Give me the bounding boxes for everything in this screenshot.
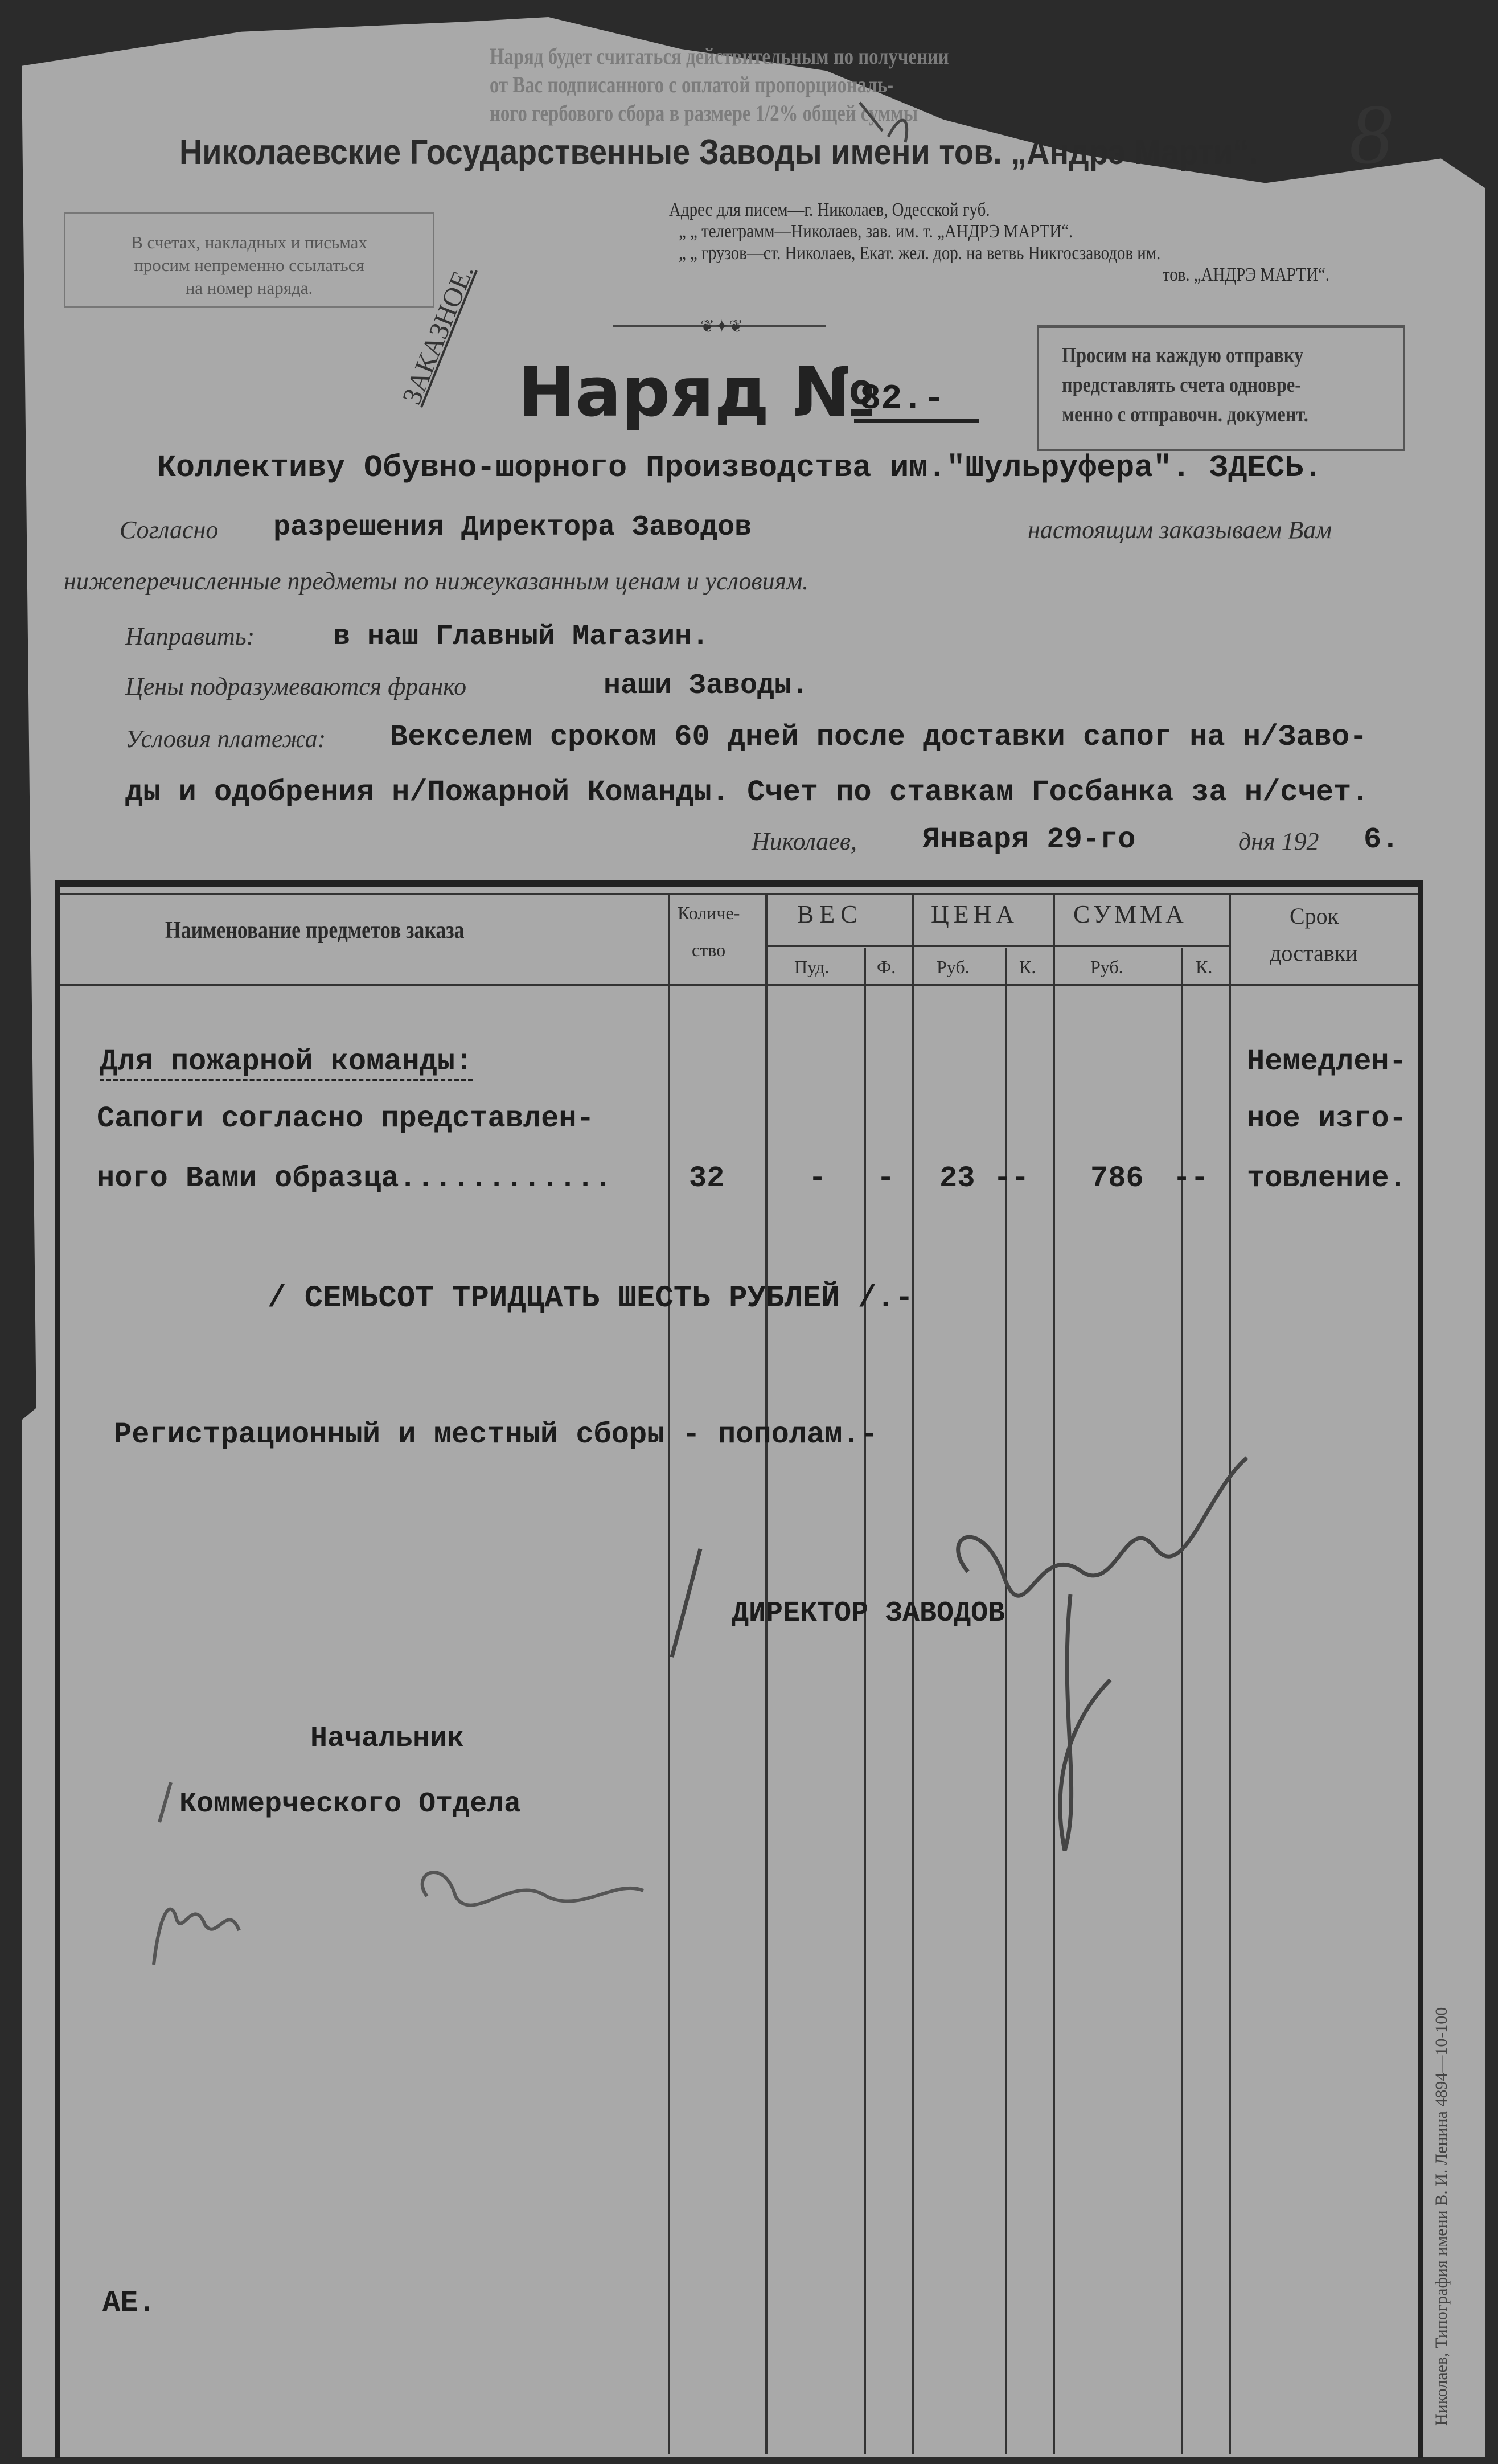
top-notice-line: Наряд будет считаться действительным по получении [490,43,949,69]
payment-value: ды и одобрения н/Пожарной Команды. Счет по ставкам Госбанка за н/счет. [125,776,1369,809]
header-title: Николаевские Государственные Заводы имени тов. „Андрэ Марти“. [179,133,1258,172]
col-header-funt: Ф. [877,957,896,977]
table-row-term: Немедлен- [1247,1045,1407,1079]
according-tail: настоящим заказываем Вам [1028,516,1332,544]
handwritten-fraction [860,103,907,142]
table-cell-funt: - [877,1162,895,1195]
col-header-qty: ство [692,940,726,960]
table-cell-sum-kop: -- [1173,1162,1209,1195]
table-cell-pud: - [808,1162,827,1195]
table-row-term: ное изго- [1247,1102,1407,1135]
place-label: Николаев, [752,827,857,855]
order-label: Наряд № [518,353,876,432]
prices-value: наши Заводы. [604,670,809,702]
top-notice-line: от Вас подписанного с оплатой пропорциональ- [490,72,894,97]
address-line: тов. „АНДРЭ МАРТИ“. [1163,264,1330,285]
year-digit: 6. [1364,823,1399,856]
typist-initials: АЕ. [102,2286,156,2320]
col-header-price: ЦЕНА [931,900,1019,928]
fees-note: Регистрационный и местный сборы - пополам.- [114,1418,878,1452]
table-cell-price-rub: 23 [939,1162,975,1195]
address-line: „ „ телеграмм—Николаев, зав. им. т. „АНДРЭ МАРТИ“. [679,221,1073,242]
sum-in-words: / СЕМЬСОТ ТРИДЦАТЬ ШЕСТЬ РУБЛЕЙ /.- [268,1281,914,1316]
order-number: 82.- [854,379,979,423]
sheet-number: 8 [1349,87,1392,182]
col-header-sum-kop: К. [1196,957,1213,977]
payment-value: Векселем сроком 60 дней после доставки сапог на н/Заво- [390,720,1368,754]
send-label: Направить: [125,622,255,650]
col-header-sum-rub: Руб. [1090,957,1123,977]
col-header-term: Срок [1290,903,1339,929]
table-row-name: Сапоги согласно представлен- [97,1102,594,1135]
address-line: Адрес для писем—г. Николаев, Одесской губ. [669,199,990,220]
col-header-sum: СУММА [1073,900,1187,928]
chief-label: Начальник [310,1723,465,1755]
chief-signature [154,1782,643,1965]
col-header-term: доставки [1270,940,1358,966]
reference-note-line: на номер наряда. [185,278,313,298]
table-row-name: ного Вами образца............ [97,1162,612,1195]
col-header-qty: Количе- [678,903,740,923]
table-cell-qty: 32 [689,1162,725,1195]
invoice-note-line: Просим на каждую отправку [1062,343,1304,367]
table-row-term: товление. [1247,1162,1407,1195]
according-label: Согласно [120,516,219,544]
reference-note-line: просим непременно ссылаться [134,255,364,275]
col-header-name: Наименование предметов заказа [165,917,465,944]
printer-imprint: Николаев, Типография имени В. И. Ленина 4894—10-100 [1432,2007,1451,2426]
top-notice-line: ного гербового сбора в размере 1/2% общей суммы [490,100,918,126]
registered-stamp: ЗАКАЗНОЕ. [396,260,480,409]
address-line: „ „ грузов—ст. Николаев, Екат. жел. дор. на ветвь Никгосзаводов им. [679,243,1161,264]
prices-label: Цены подразумеваются франко [125,673,467,700]
invoice-note-line: менно с отправочн. документ. [1062,403,1308,427]
director-signature [672,1458,1247,1851]
according-value: разрешения Директора Заводов [273,511,752,544]
send-value: в наш Главный Магазин. [333,621,709,653]
recipient-line: Коллективу Обувно-шорного Производства им."Шульруфера". ЗДЕСЬ. [157,450,1323,486]
table-row-section: Для пожарной команды: [100,1045,473,1081]
table-cell-price-kop: -- [994,1162,1029,1195]
year-label: дня 192 [1238,827,1319,855]
col-header-price-kop: К. [1019,957,1036,977]
chief-label: Коммерческого Отдела [179,1788,522,1821]
col-header-weight: ВЕС [797,900,863,928]
director-label: ДИРЕКТОР ЗАВОДОВ [732,1597,1005,1630]
col-header-pud: Пуд. [794,957,830,977]
ornament-icon: ❦✦❦ [700,317,744,336]
date-value: Января 29-го [922,823,1136,856]
col-header-price-rub: Руб. [937,957,970,977]
payment-label: Условия платежа: [125,725,326,753]
reference-note-line: В счетах, накладных и письмах [131,232,367,252]
invoice-note-line: представлять счета одновре- [1062,373,1301,397]
conditions-intro: нижеперечисленные предметы по нижеуказанным ценам и условиям. [64,567,809,595]
table-cell-sum-rub: 786 [1090,1162,1144,1195]
